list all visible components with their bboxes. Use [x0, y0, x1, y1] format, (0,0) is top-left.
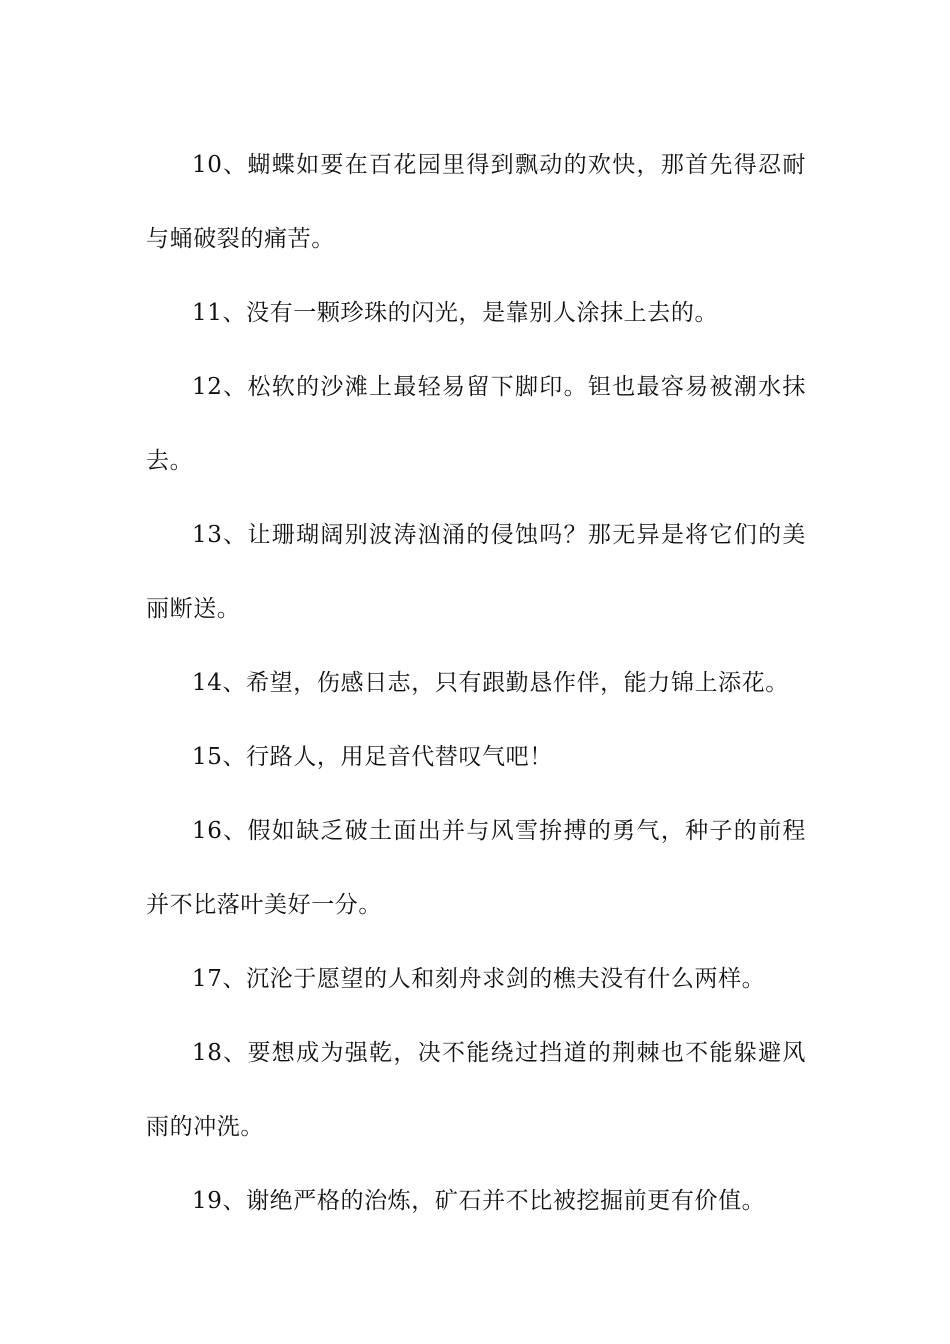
- document-body: [146, 128, 806, 1238]
- paragraph-17: 17、沉沦于愿望的人和刻舟求剑的樵夫没有什么两样。: [192, 966, 766, 992]
- paragraph-14: 14、希望，伤感日志，只有跟勤恳作伴，能力锦上添花。: [192, 670, 789, 696]
- paragraph-18: 18、要想成为强乾，决不能绕过挡道的荆棘也不能躲避风雨的冲洗。: [146, 1040, 806, 1140]
- paragraph-15: 15、行路人，用足音代替叹气吧！: [192, 744, 553, 770]
- paragraph-11: 11、没有一颗珍珠的闪光，是靠别人涂抹上去的。: [192, 300, 719, 326]
- paragraph-19: 19、谢绝严格的治炼，矿石并不比被挖掘前更有价值。: [192, 1188, 766, 1214]
- paragraph-16: 16、假如缺乏破土面出并与风雪拚搏的勇气，种子的前程并不比落叶美好一分。: [146, 818, 806, 918]
- paragraph-10: 10、蝴蝶如要在百花园里得到飘动的欢快，那首先得忍耐与蛹破裂的痛苦。: [146, 152, 806, 252]
- paragraph-12: 12、松软的沙滩上最轻易留下脚印。钽也最容易被潮水抹去。: [146, 374, 806, 474]
- paragraph-13: 13、让珊瑚阔别波涛汹涌的侵蚀吗？那无异是将它们的美丽断送。: [146, 522, 806, 622]
